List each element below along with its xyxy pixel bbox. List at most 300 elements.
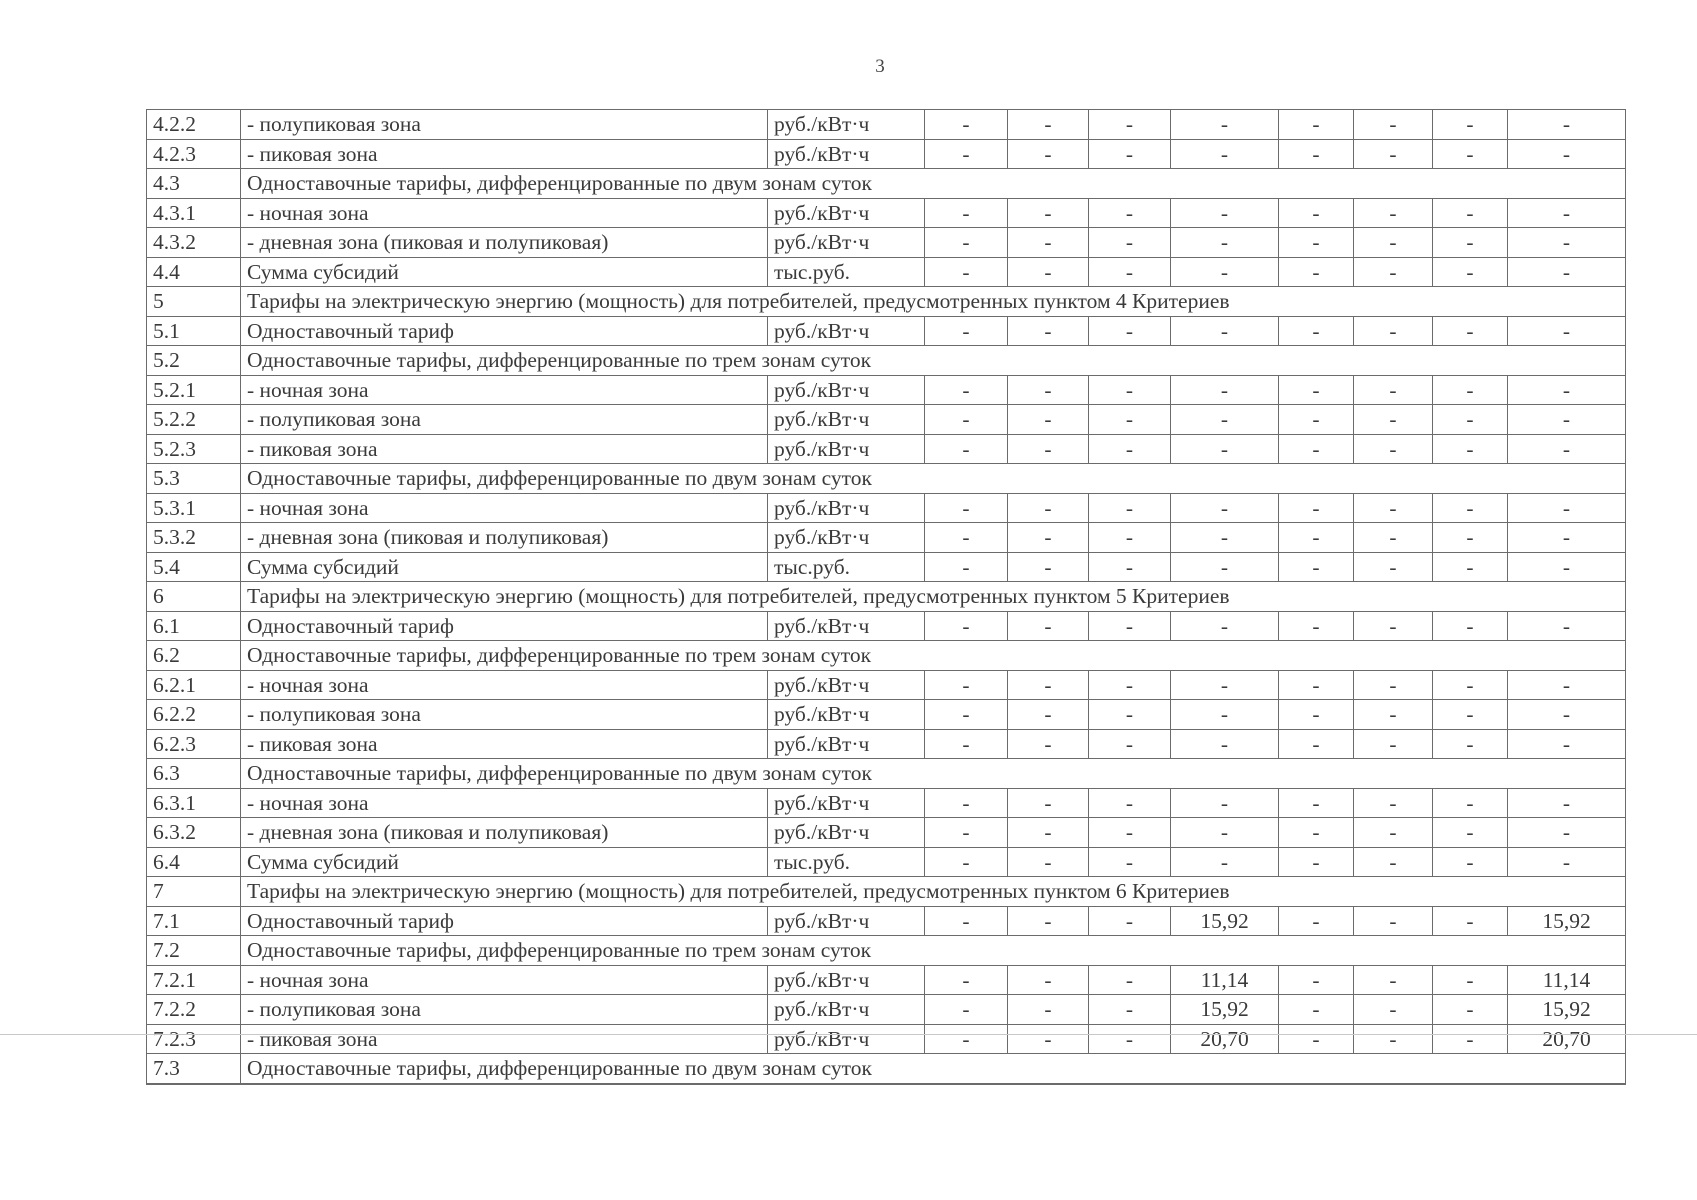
value-cell: -	[1171, 847, 1279, 877]
value-cell: -	[925, 906, 1008, 936]
table-row	[147, 493, 1626, 523]
row-name: - ночная зона	[241, 375, 768, 405]
row-name: - полупиковая зона	[241, 110, 768, 140]
row-name: - ночная зона	[241, 788, 768, 818]
value-cell: -	[1354, 729, 1433, 759]
value-cell: -	[1279, 257, 1354, 287]
value-cell: -	[1433, 965, 1508, 995]
value-cell: -	[1354, 257, 1433, 287]
value-cell: -	[1433, 995, 1508, 1025]
value-cell: -	[1279, 523, 1354, 553]
row-name: Сумма субсидий	[241, 552, 768, 582]
value-cell: -	[1008, 493, 1089, 523]
value-cell: -	[1433, 493, 1508, 523]
row-number: 7.2.3	[147, 1024, 241, 1054]
value-cell: -	[1354, 228, 1433, 258]
value-cell: -	[1089, 552, 1171, 582]
section-title: Одноставочные тарифы, дифференцированные по двум зонам суток	[241, 1054, 1626, 1084]
value-cell: -	[1089, 198, 1171, 228]
value-cell: -	[1433, 139, 1508, 169]
value-cell: -	[1008, 995, 1089, 1025]
row-number: 6.2.1	[147, 670, 241, 700]
value-cell: -	[1008, 198, 1089, 228]
row-name: Сумма субсидий	[241, 257, 768, 287]
row-name: - пиковая зона	[241, 1024, 768, 1054]
row-number: 4.2.2	[147, 110, 241, 140]
value-cell: -	[925, 198, 1008, 228]
value-cell: -	[1508, 316, 1626, 346]
value-cell: -	[1354, 611, 1433, 641]
table-row	[147, 257, 1626, 287]
row-number: 6.3.2	[147, 818, 241, 848]
scan-artifact-line	[0, 1034, 1697, 1035]
section-row	[147, 464, 1626, 494]
value-cell: -	[1171, 818, 1279, 848]
section-title: Одноставочные тарифы, дифференцированные по трем зонам суток	[241, 346, 1626, 376]
value-cell: -	[1433, 729, 1508, 759]
value-cell: -	[1089, 405, 1171, 435]
value-cell: -	[1008, 110, 1089, 140]
row-name: - ночная зона	[241, 670, 768, 700]
table-row	[147, 818, 1626, 848]
value-cell: -	[1508, 700, 1626, 730]
value-cell: -	[1008, 1024, 1089, 1054]
table-row	[147, 906, 1626, 936]
row-unit: руб./кВт·ч	[768, 1024, 925, 1054]
table-row	[147, 965, 1626, 995]
row-name: Одноставочный тариф	[241, 316, 768, 346]
row-name: Одноставочный тариф	[241, 611, 768, 641]
value-cell: -	[1008, 228, 1089, 258]
value-cell: 15,92	[1508, 906, 1626, 936]
value-cell: -	[1089, 700, 1171, 730]
value-cell: -	[1508, 228, 1626, 258]
value-cell: -	[1433, 788, 1508, 818]
value-cell: -	[1279, 552, 1354, 582]
row-unit: руб./кВт·ч	[768, 700, 925, 730]
section-row	[147, 582, 1626, 612]
value-cell: -	[1008, 906, 1089, 936]
row-unit: руб./кВт·ч	[768, 611, 925, 641]
value-cell: -	[1508, 434, 1626, 464]
value-cell: -	[925, 1024, 1008, 1054]
value-cell: 20,70	[1508, 1024, 1626, 1054]
row-unit: тыс.руб.	[768, 257, 925, 287]
value-cell: -	[1433, 611, 1508, 641]
section-title: Тарифы на электрическую энергию (мощность) для потребителей, предусмотренных пунктом 4 Критериев	[241, 287, 1626, 317]
section-row	[147, 287, 1626, 317]
value-cell: -	[925, 995, 1008, 1025]
value-cell: -	[1433, 316, 1508, 346]
value-cell: -	[1508, 405, 1626, 435]
value-cell: -	[1008, 818, 1089, 848]
value-cell: -	[1171, 228, 1279, 258]
value-cell: -	[1008, 965, 1089, 995]
row-unit: тыс.руб.	[768, 847, 925, 877]
value-cell: 11,14	[1508, 965, 1626, 995]
row-number: 5.3.2	[147, 523, 241, 553]
table-row	[147, 1024, 1626, 1054]
value-cell: -	[925, 552, 1008, 582]
table-row	[147, 700, 1626, 730]
value-cell: -	[1089, 434, 1171, 464]
value-cell: -	[1433, 818, 1508, 848]
row-number: 6.2.3	[147, 729, 241, 759]
value-cell: -	[1279, 818, 1354, 848]
value-cell: -	[925, 670, 1008, 700]
value-cell: -	[1354, 1024, 1433, 1054]
value-cell: -	[925, 611, 1008, 641]
value-cell: -	[1279, 700, 1354, 730]
table-row	[147, 405, 1626, 435]
value-cell: -	[1171, 198, 1279, 228]
section-title: Одноставочные тарифы, дифференцированные по двум зонам суток	[241, 464, 1626, 494]
value-cell: -	[1279, 965, 1354, 995]
value-cell: -	[1354, 995, 1433, 1025]
value-cell: 15,92	[1171, 906, 1279, 936]
value-cell: -	[1171, 611, 1279, 641]
value-cell: -	[1171, 375, 1279, 405]
value-cell: -	[1279, 198, 1354, 228]
value-cell: -	[925, 847, 1008, 877]
row-name: - полупиковая зона	[241, 405, 768, 435]
value-cell: -	[1008, 729, 1089, 759]
value-cell: -	[925, 700, 1008, 730]
row-unit: руб./кВт·ч	[768, 139, 925, 169]
row-unit: руб./кВт·ч	[768, 434, 925, 464]
section-title: Одноставочные тарифы, дифференцированные по двум зонам суток	[241, 759, 1626, 789]
value-cell: -	[1008, 670, 1089, 700]
value-cell: -	[1354, 906, 1433, 936]
value-cell: -	[1354, 434, 1433, 464]
row-name: Одноставочный тариф	[241, 906, 768, 936]
value-cell: -	[925, 316, 1008, 346]
section-row	[147, 877, 1626, 907]
value-cell: -	[1508, 729, 1626, 759]
value-cell: -	[1354, 670, 1433, 700]
row-name: Сумма субсидий	[241, 847, 768, 877]
value-cell: -	[1279, 316, 1354, 346]
row-number: 5.2	[147, 346, 241, 376]
value-cell: -	[1008, 788, 1089, 818]
value-cell: -	[1089, 110, 1171, 140]
value-cell: -	[1433, 906, 1508, 936]
row-unit: тыс.руб.	[768, 552, 925, 582]
value-cell: -	[1171, 405, 1279, 435]
value-cell: -	[1354, 965, 1433, 995]
row-number: 5.1	[147, 316, 241, 346]
value-cell: -	[1508, 110, 1626, 140]
value-cell: -	[925, 493, 1008, 523]
value-cell: -	[1354, 818, 1433, 848]
row-unit: руб./кВт·ч	[768, 316, 925, 346]
value-cell: -	[1089, 818, 1171, 848]
row-unit: руб./кВт·ч	[768, 965, 925, 995]
value-cell: -	[1008, 316, 1089, 346]
value-cell: -	[1354, 847, 1433, 877]
table-row	[147, 788, 1626, 818]
value-cell: -	[1171, 729, 1279, 759]
value-cell: -	[925, 257, 1008, 287]
section-row	[147, 936, 1626, 966]
value-cell: -	[1433, 700, 1508, 730]
value-cell: -	[1354, 110, 1433, 140]
row-unit: руб./кВт·ч	[768, 198, 925, 228]
row-name: - ночная зона	[241, 965, 768, 995]
value-cell: -	[1354, 700, 1433, 730]
section-row	[147, 169, 1626, 199]
row-unit: руб./кВт·ч	[768, 110, 925, 140]
row-number: 5.4	[147, 552, 241, 582]
value-cell: -	[1279, 670, 1354, 700]
value-cell: -	[1089, 995, 1171, 1025]
value-cell: -	[1008, 700, 1089, 730]
table-row	[147, 729, 1626, 759]
table-row	[147, 228, 1626, 258]
page-number: 3	[875, 56, 885, 77]
row-number: 4.2.3	[147, 139, 241, 169]
value-cell: -	[1171, 257, 1279, 287]
row-unit: руб./кВт·ч	[768, 375, 925, 405]
value-cell: -	[1171, 434, 1279, 464]
row-number: 5	[147, 287, 241, 317]
value-cell: -	[1279, 906, 1354, 936]
value-cell: -	[1089, 1024, 1171, 1054]
value-cell: -	[1354, 198, 1433, 228]
value-cell: -	[925, 965, 1008, 995]
section-row	[147, 346, 1626, 376]
value-cell: -	[1433, 198, 1508, 228]
row-number: 6.2.2	[147, 700, 241, 730]
value-cell: -	[1279, 228, 1354, 258]
row-number: 4.3	[147, 169, 241, 199]
value-cell: -	[1433, 670, 1508, 700]
value-cell: -	[1433, 375, 1508, 405]
value-cell: -	[925, 110, 1008, 140]
row-number: 7.3	[147, 1054, 241, 1084]
row-number: 5.2.1	[147, 375, 241, 405]
value-cell: -	[1279, 729, 1354, 759]
value-cell: -	[1089, 906, 1171, 936]
value-cell: -	[1508, 552, 1626, 582]
value-cell: -	[1508, 257, 1626, 287]
value-cell: -	[1354, 552, 1433, 582]
value-cell: -	[1089, 228, 1171, 258]
row-unit: руб./кВт·ч	[768, 493, 925, 523]
row-unit: руб./кВт·ч	[768, 228, 925, 258]
row-unit: руб./кВт·ч	[768, 405, 925, 435]
row-number: 7.1	[147, 906, 241, 936]
row-number: 6.4	[147, 847, 241, 877]
value-cell: -	[1354, 493, 1433, 523]
value-cell: -	[1433, 847, 1508, 877]
section-row	[147, 641, 1626, 671]
row-number: 6.1	[147, 611, 241, 641]
row-number: 6	[147, 582, 241, 612]
value-cell: -	[1354, 788, 1433, 818]
table-row	[147, 375, 1626, 405]
row-unit: руб./кВт·ч	[768, 729, 925, 759]
table-row	[147, 198, 1626, 228]
value-cell: -	[925, 139, 1008, 169]
value-cell: -	[1279, 405, 1354, 435]
value-cell: -	[925, 818, 1008, 848]
value-cell: -	[1508, 198, 1626, 228]
value-cell: -	[1508, 847, 1626, 877]
value-cell: -	[925, 405, 1008, 435]
value-cell: -	[1008, 847, 1089, 877]
value-cell: 20,70	[1171, 1024, 1279, 1054]
value-cell: -	[1433, 434, 1508, 464]
value-cell: -	[1433, 110, 1508, 140]
value-cell: -	[1089, 493, 1171, 523]
value-cell: -	[1279, 493, 1354, 523]
value-cell: -	[1008, 257, 1089, 287]
value-cell: -	[1089, 670, 1171, 700]
table-body	[147, 110, 1626, 1084]
value-cell: -	[1279, 847, 1354, 877]
value-cell: -	[1089, 139, 1171, 169]
value-cell: -	[1508, 139, 1626, 169]
row-number: 6.3	[147, 759, 241, 789]
value-cell: -	[1279, 788, 1354, 818]
section-row	[147, 1054, 1626, 1084]
row-unit: руб./кВт·ч	[768, 523, 925, 553]
value-cell: -	[1171, 110, 1279, 140]
value-cell: -	[1508, 523, 1626, 553]
value-cell: -	[1354, 375, 1433, 405]
table-row	[147, 434, 1626, 464]
value-cell: 15,92	[1508, 995, 1626, 1025]
section-title: Одноставочные тарифы, дифференцированные по трем зонам суток	[241, 936, 1626, 966]
value-cell: -	[1433, 552, 1508, 582]
value-cell: -	[1171, 670, 1279, 700]
value-cell: -	[925, 228, 1008, 258]
row-number: 5.3	[147, 464, 241, 494]
value-cell: -	[1279, 995, 1354, 1025]
value-cell: -	[1508, 788, 1626, 818]
table-row	[147, 523, 1626, 553]
value-cell: -	[925, 729, 1008, 759]
value-cell: -	[1008, 434, 1089, 464]
value-cell: -	[1089, 729, 1171, 759]
table-row	[147, 552, 1626, 582]
row-unit: руб./кВт·ч	[768, 670, 925, 700]
row-unit: руб./кВт·ч	[768, 788, 925, 818]
row-number: 5.2.2	[147, 405, 241, 435]
value-cell: -	[1354, 316, 1433, 346]
section-title: Тарифы на электрическую энергию (мощность) для потребителей, предусмотренных пунктом 5 Критериев	[241, 582, 1626, 612]
value-cell: -	[1008, 375, 1089, 405]
value-cell: -	[1171, 316, 1279, 346]
value-cell: -	[1089, 847, 1171, 877]
section-title: Одноставочные тарифы, дифференцированные по трем зонам суток	[241, 641, 1626, 671]
row-unit: руб./кВт·ч	[768, 995, 925, 1025]
value-cell: -	[1171, 523, 1279, 553]
value-cell: -	[1171, 139, 1279, 169]
value-cell: -	[1279, 1024, 1354, 1054]
value-cell: -	[1508, 375, 1626, 405]
tariff-table	[146, 109, 1626, 1085]
row-number: 4.3.1	[147, 198, 241, 228]
row-number: 5.2.3	[147, 434, 241, 464]
value-cell: -	[1279, 434, 1354, 464]
value-cell: -	[1279, 139, 1354, 169]
section-title: Тарифы на электрическую энергию (мощность) для потребителей, предусмотренных пунктом 6 Критериев	[241, 877, 1626, 907]
row-unit: руб./кВт·ч	[768, 818, 925, 848]
value-cell: -	[1089, 316, 1171, 346]
value-cell: -	[925, 523, 1008, 553]
row-name: - полупиковая зона	[241, 700, 768, 730]
value-cell: 15,92	[1171, 995, 1279, 1025]
row-name: - дневная зона (пиковая и полупиковая)	[241, 228, 768, 258]
value-cell: -	[1171, 700, 1279, 730]
value-cell: -	[1089, 611, 1171, 641]
value-cell: -	[1508, 611, 1626, 641]
table-row	[147, 847, 1626, 877]
value-cell: -	[1089, 965, 1171, 995]
row-number: 4.4	[147, 257, 241, 287]
row-unit: руб./кВт·ч	[768, 906, 925, 936]
value-cell: -	[1089, 375, 1171, 405]
row-number: 7.2	[147, 936, 241, 966]
row-number: 7.2.1	[147, 965, 241, 995]
value-cell: -	[1433, 228, 1508, 258]
row-name: - пиковая зона	[241, 729, 768, 759]
row-number: 6.2	[147, 641, 241, 671]
table-row	[147, 110, 1626, 140]
value-cell: -	[1279, 611, 1354, 641]
table-row	[147, 611, 1626, 641]
row-name: - пиковая зона	[241, 434, 768, 464]
value-cell: -	[1433, 523, 1508, 553]
row-name: - дневная зона (пиковая и полупиковая)	[241, 818, 768, 848]
table-row	[147, 316, 1626, 346]
section-title: Одноставочные тарифы, дифференцированные по двум зонам суток	[241, 169, 1626, 199]
value-cell: -	[1171, 552, 1279, 582]
row-number: 5.3.1	[147, 493, 241, 523]
value-cell: -	[1171, 493, 1279, 523]
row-name: - полупиковая зона	[241, 995, 768, 1025]
value-cell: -	[1508, 818, 1626, 848]
section-row	[147, 759, 1626, 789]
value-cell: -	[1008, 611, 1089, 641]
value-cell: -	[1279, 110, 1354, 140]
value-cell: -	[1508, 670, 1626, 700]
table-row	[147, 139, 1626, 169]
value-cell: -	[1354, 405, 1433, 435]
value-cell: 11,14	[1171, 965, 1279, 995]
value-cell: -	[925, 434, 1008, 464]
value-cell: -	[1433, 1024, 1508, 1054]
value-cell: -	[1354, 523, 1433, 553]
value-cell: -	[1279, 375, 1354, 405]
row-name: - пиковая зона	[241, 139, 768, 169]
row-name: - ночная зона	[241, 493, 768, 523]
value-cell: -	[1433, 257, 1508, 287]
row-name: - ночная зона	[241, 198, 768, 228]
row-number: 4.3.2	[147, 228, 241, 258]
row-name: - дневная зона (пиковая и полупиковая)	[241, 523, 768, 553]
row-number: 7.2.2	[147, 995, 241, 1025]
value-cell: -	[1008, 552, 1089, 582]
table-row	[147, 670, 1626, 700]
value-cell: -	[1089, 257, 1171, 287]
value-cell: -	[1508, 493, 1626, 523]
value-cell: -	[1089, 788, 1171, 818]
value-cell: -	[1008, 139, 1089, 169]
value-cell: -	[1008, 523, 1089, 553]
